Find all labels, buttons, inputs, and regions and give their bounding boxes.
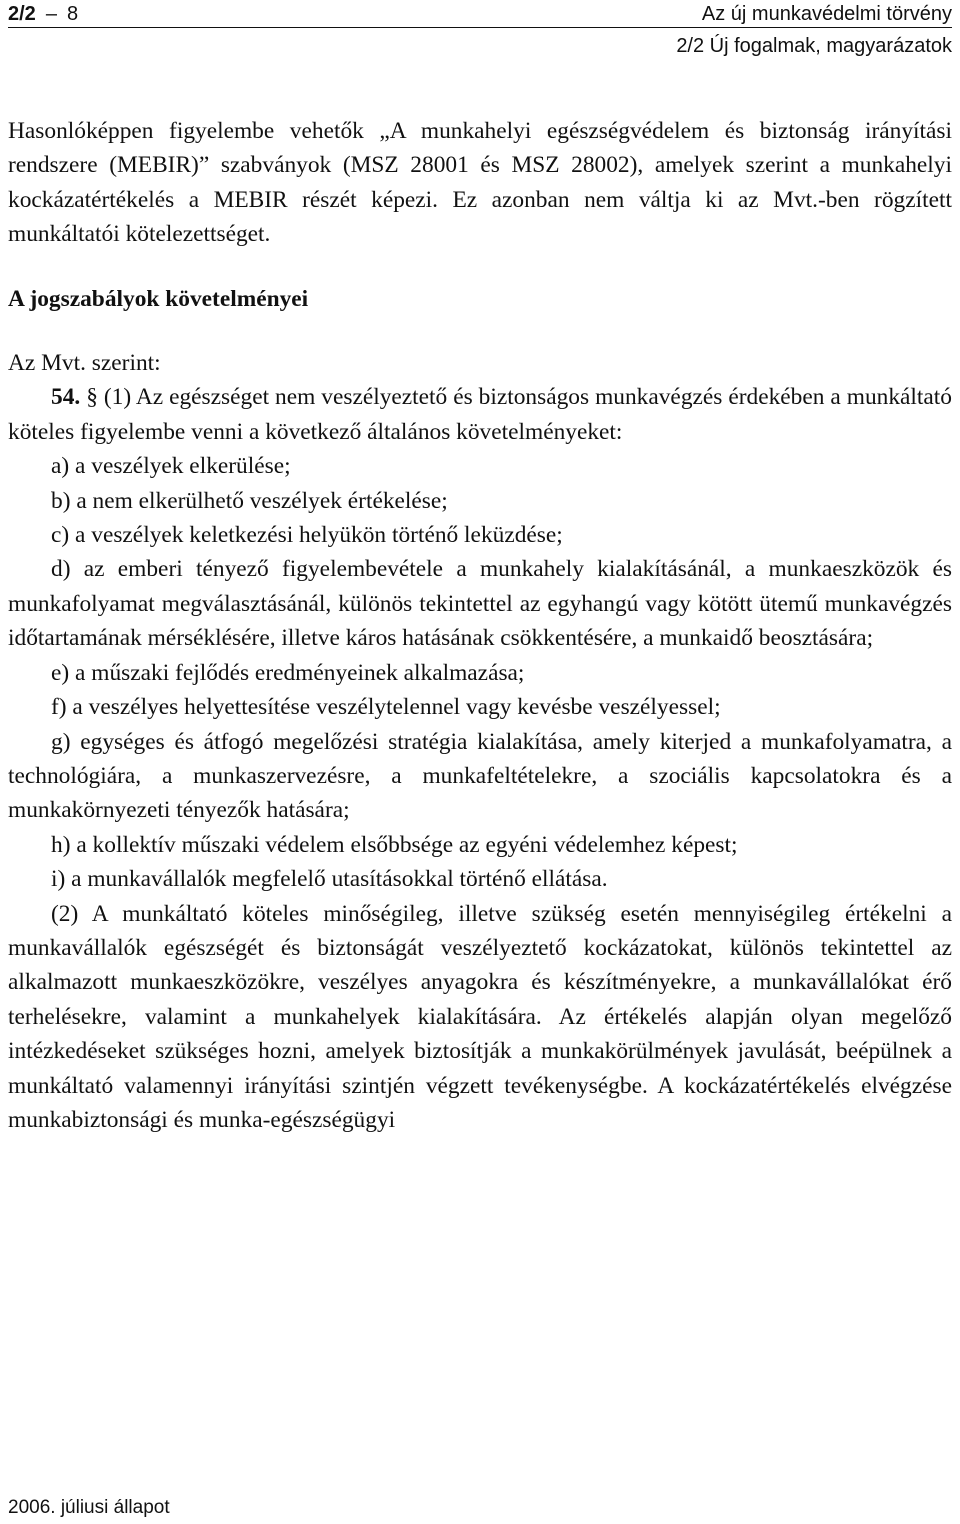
list-item-i: i) a munkavállalók megfelelő utasításokkal történő ellátása. (51, 866, 608, 893)
running-title (676, 2, 952, 58)
list-item-b: b) a nem elkerülhető veszélyek értékelése; (51, 487, 448, 514)
list-item-g: g) egységes és átfogó megelőzési stratégia kialakítása, amely kiterjed a munkafolyamatra, a technológiára, a munkaszervezésre, a munkafeltételekre, a szociális kapcsolatokra és a munkakörnyezeti tényezők hatására; (8, 728, 952, 824)
section-heading: A jogszabályok követelményei (8, 285, 309, 312)
section-54-text: § (1) Az egészséget nem veszélyeztető és biztonságos munkavégzés érdekében a munkáltató köteles figyelembe venni a következő általános követelményeket: (8, 384, 952, 445)
page-number: 8 (66, 3, 79, 25)
list-item-d: d) az emberi tényező figyelembevétele a munkahely kialakításánál, a munkaeszközök és munkafolyamat megválasztásánál, különös tekintettel az egyhangú vagy kötött ütemű munkavégzés időtartamának mérséklésére, illetve káros hatásának csökkentésére, a munkaidő beosztására; (8, 556, 952, 652)
section-number: 54. (51, 384, 81, 411)
section-54-paragraph-1 (8, 380, 952, 449)
page-header (8, 0, 952, 62)
page-content (8, 114, 952, 1137)
page-dash: – (45, 3, 57, 25)
list-item-h: h) a kollektív műszaki védelem elsőbbsége az egyéni védelemhez képest; (51, 831, 738, 858)
list-item-a: a) a veszélyek elkerülése; (51, 453, 291, 480)
list-item-f: f) a veszélyes helyettesítése veszélytelennel vagy kevésbe veszélyessel; (51, 694, 721, 721)
page-footer: 2006. júliusi állapot (8, 1497, 170, 1518)
chapter-title: 2/2 Új fogalmak, magyarázatok (676, 35, 952, 57)
page-label: 2/2 (8, 3, 36, 25)
book-title: Az új munkavédelmi törvény (701, 3, 952, 25)
list-item-e: e) a műszaki fejlődés eredményeinek alkalmazása; (51, 659, 525, 686)
page-number-block (8, 2, 78, 26)
intro-paragraph: Hasonlóképpen figyelembe vehetők „A munkahelyi egészségvédelem és biztonság irányítási rendszere (MEBIR)” szabványok (MSZ 28001 és MSZ 28002), amelyek szerint a munkahelyi kockázatértékelés a MEBIR részét képezi. Ez azonban nem váltja ki az Mvt.-ben rögzített munkáltatói kötelezettséget. (8, 118, 952, 248)
list-item-c: c) a veszélyek keletkezési helyükön történő leküzdése; (51, 522, 563, 549)
law-reference: Az Mvt. szerint: (8, 350, 161, 377)
section-54-paragraph-2: (2) A munkáltató köteles minőségileg, illetve szükség esetén mennyiségileg értékelni a munkavállalók egészségét és biztonságát veszélyeztető kockázatokat, különös tekintettel az alkalmazott munkaeszközökre, veszélyes anyagokra és készítményekre, a munkavállalókat érő terhelésekre, valamint a munkahelyek kialakítására. Az értékelés alapján olyan megelőző intézkedéseket szükséges hozni, amelyek biztosítják a munkakörülmények javulását, beépülnek a munkáltató valamennyi irányítási szintjén végzett tevékenységbe. A kockázatértékelés elvégzése munkabiztonsági és munka-egészségügyi (8, 900, 952, 1133)
